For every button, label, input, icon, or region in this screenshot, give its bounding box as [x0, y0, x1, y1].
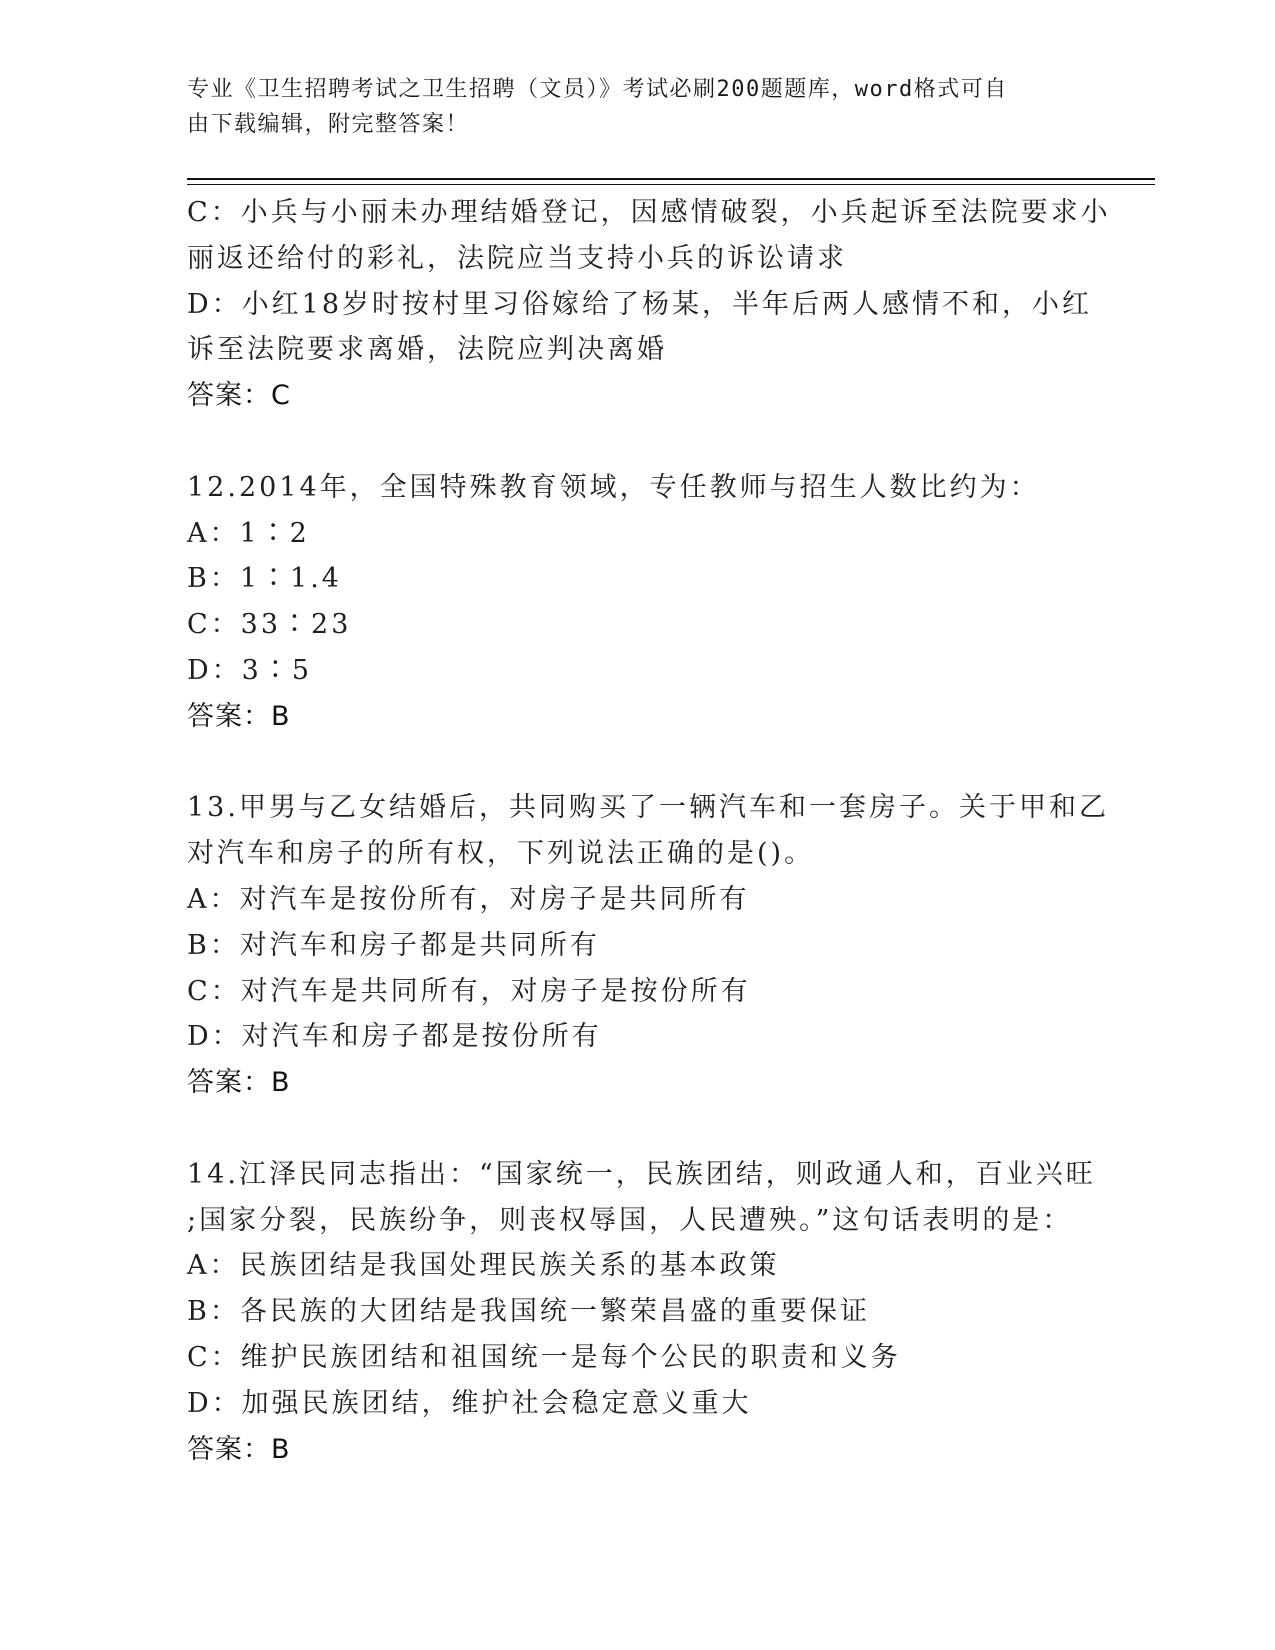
answer-line: 答案：B [187, 700, 291, 732]
option-c: C：33∶23 [187, 609, 352, 641]
document-header [187, 72, 1067, 142]
question-spacer [187, 1106, 1087, 1152]
question-13 [187, 785, 1109, 1106]
header-line-2: 由下载编辑，附完整答案！ [187, 112, 470, 137]
option-c-line-2: 丽返还给付的彩礼，法院应当支持小兵的诉讼请求 [187, 242, 847, 274]
answer-line: 答案：C [187, 380, 291, 412]
option-b: B：各民族的大团结是我国统一繁荣昌盛的重要保证 [187, 1296, 870, 1328]
option-d-line-1: D：小红18岁时按村里习俗嫁给了杨某，半年后两人感情不和，小红 [187, 288, 1093, 320]
document-body [187, 190, 1111, 1472]
header-divider-thin [187, 184, 1155, 185]
question-14 [187, 1152, 1096, 1473]
question-11-continued [187, 190, 1111, 419]
option-b: B：1∶1.4 [187, 563, 342, 595]
option-a: A：1∶2 [187, 517, 310, 549]
option-d: D：加强民族团结，维护社会稳定意义重大 [187, 1387, 752, 1419]
header-line-1: 专业《卫生招聘考试之卫生招聘（文员）》考试必刷200题题库，word格式可自 [187, 77, 1008, 102]
answer-line: 答案：B [187, 1433, 291, 1465]
option-c: C：对汽车是共同所有，对房子是按份所有 [187, 975, 751, 1007]
option-b: B：对汽车和房子都是共同所有 [187, 929, 600, 961]
question-stem-line-1: 13.甲男与乙女结婚后，共同购买了一辆汽车和一套房子。关于甲和乙 [187, 792, 1109, 824]
answer-line: 答案：B [187, 1067, 291, 1099]
option-d: D：对汽车和房子都是按份所有 [187, 1021, 602, 1053]
option-a: A：对汽车是按份所有，对房子是共同所有 [187, 883, 750, 915]
option-c-line-1: C：小兵与小丽未办理结婚登记，因感情破裂，小兵起诉至法院要求小 [187, 197, 1111, 228]
question-stem: 12.2014年，全国特殊教育领域，专任教师与招生人数比约为： [187, 471, 1040, 503]
option-c: C：维护民族团结和祖国统一是每个公民的职责和义务 [187, 1341, 901, 1373]
question-12 [187, 465, 1087, 740]
option-a: A：民族团结是我国处理民族关系的基本政策 [187, 1250, 780, 1282]
question-stem-line-1: 14.江泽民同志指出：“国家统一，民族团结，则政通人和，百业兴旺 [187, 1158, 1096, 1190]
question-spacer [187, 419, 1087, 465]
question-stem-line-2: 对汽车和房子的所有权，下列说法正确的是()。 [187, 838, 815, 870]
header-divider-thick [187, 178, 1155, 180]
question-spacer [187, 740, 1087, 786]
question-stem-line-2: ;国家分裂，民族纷争，则丧权辱国，人民遭殃。”这句话表明的是： [187, 1204, 1073, 1236]
option-d-line-2: 诉至法院要求离婚，法院应判决离婚 [187, 334, 667, 366]
option-d: D：3∶5 [187, 654, 313, 686]
